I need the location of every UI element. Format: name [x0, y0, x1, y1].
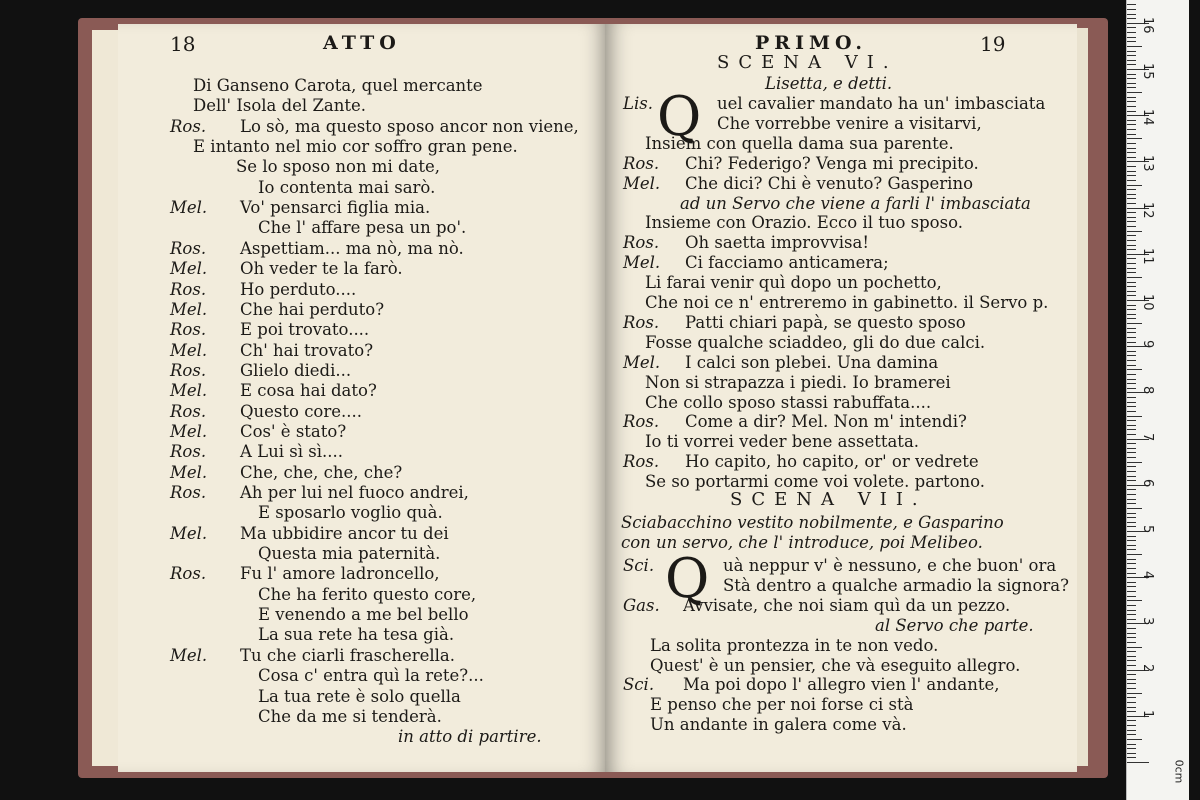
- speaker-label: Ros.: [170, 320, 207, 340]
- ruler-tick: [1127, 494, 1136, 495]
- verse-line: al Servo che parte.: [875, 615, 1034, 635]
- verse-line: Che dici? Chi è venuto? Gasperino: [685, 173, 974, 193]
- ruler-number: 7: [1140, 432, 1155, 441]
- ruler-tick: [1127, 753, 1136, 754]
- ruler-number: 5: [1140, 525, 1155, 534]
- ruler-tick: [1127, 660, 1136, 661]
- ruler-tick: [1127, 633, 1136, 634]
- ruler-tick: [1127, 226, 1136, 227]
- ruler-tick: [1127, 744, 1136, 745]
- ruler-tick: [1127, 656, 1136, 657]
- ruler-tick: [1127, 138, 1142, 139]
- verse-line: ad un Servo che viene a farli l' imbasciata: [680, 193, 1031, 213]
- verse-line: Tu che ciarli frascherella.: [240, 645, 456, 665]
- speaker-label: Mel.: [170, 299, 208, 319]
- speaker-label: Mel.: [623, 352, 661, 372]
- verse-line: uà neppur v' è nessuno, e che buon' ora: [723, 556, 1057, 575]
- ruler-tick: [1127, 586, 1136, 587]
- ruler-tick: [1127, 185, 1142, 186]
- ruler-tick: [1127, 124, 1136, 125]
- ruler-tick: [1127, 87, 1136, 88]
- left-page: [118, 24, 608, 772]
- ruler-tick: [1127, 194, 1136, 195]
- ruler-tick: [1127, 97, 1136, 98]
- speaker-label: Sci.: [623, 556, 655, 575]
- ruler-tick: [1127, 314, 1136, 315]
- ruler-number: 12: [1140, 201, 1155, 219]
- verse-line: Se so portarmi come voi volete. partono.: [645, 472, 986, 492]
- verse-line: Ma poi dopo l' allegro vien l' andante,: [683, 675, 1000, 695]
- speaker-label: Ros.: [623, 452, 660, 472]
- verse-line: Li farai venir quì dopo un pochetto,: [645, 273, 942, 293]
- ruler-tick: [1127, 628, 1136, 629]
- ruler-tick: [1127, 92, 1142, 93]
- speaker-label: Mel.: [170, 421, 208, 441]
- speaker-label: Ros.: [623, 412, 660, 432]
- ruler-tick: [1127, 730, 1136, 731]
- speaker-label: Ros.: [170, 279, 207, 299]
- verse-line: E intanto nel mio cor soffro gran pene.: [193, 137, 518, 157]
- ruler-number: 15: [1140, 63, 1155, 80]
- ruler-tick: [1127, 27, 1136, 28]
- scene-7-cast-line-2: con un servo, che l' introduce, poi Melibeo.: [621, 533, 983, 552]
- ruler-number: 9: [1140, 340, 1155, 349]
- ruler-tick: [1127, 369, 1142, 370]
- ruler-tick: [1127, 591, 1136, 592]
- ruler-tick: [1127, 83, 1136, 84]
- ruler-tick: [1127, 471, 1136, 472]
- verse-line: Che, che, che, che?: [240, 462, 403, 482]
- verse-line: Ch' hai trovato?: [240, 340, 374, 360]
- ruler-tick: [1127, 734, 1136, 735]
- ruler-tick: [1127, 318, 1136, 319]
- ruler-tick: [1127, 748, 1136, 749]
- ruler-tick: [1127, 212, 1136, 213]
- ruler-tick: [1127, 517, 1136, 518]
- speaker-label: Mel.: [170, 198, 208, 218]
- ruler-tick: [1127, 235, 1136, 236]
- verse-line: Come a dir? Mel. Non m' intendi?: [685, 412, 967, 432]
- verse-line: Se lo sposo non mi date,: [236, 157, 441, 177]
- ruler-tick: [1127, 374, 1136, 375]
- ruler-tick: [1127, 549, 1136, 550]
- verse-line: Insiem con quella dama sua parente.: [645, 133, 954, 153]
- scene-6-title: SCENA VI.: [717, 52, 898, 73]
- verse-line: Stà dentro a qualche armadio la signora?: [723, 575, 1069, 595]
- scene-6-cast: Lisetta, e detti.: [765, 74, 893, 93]
- verse-line: Ho capito, ho capito, or' or vedrete: [685, 452, 979, 472]
- verse-line: Vo' pensarci figlia mia.: [240, 198, 431, 218]
- verse-line: La sua rete ha tesa già.: [258, 625, 455, 645]
- verse-line: E venendo a me bel bello: [258, 605, 469, 625]
- ruler-tick: [1127, 397, 1136, 398]
- ruler-tick: [1127, 282, 1136, 283]
- ruler-tick: [1127, 406, 1136, 407]
- ruler-tick: [1127, 526, 1136, 527]
- ruler-tick: [1127, 41, 1136, 42]
- ruler-tick: [1127, 434, 1136, 435]
- ruler-tick: [1127, 536, 1136, 537]
- left-page-header: [118, 32, 608, 62]
- ruler-tick: [1127, 711, 1136, 712]
- ruler-tick: [1127, 74, 1136, 75]
- ruler-tick: [1127, 111, 1136, 112]
- running-head: ATTO: [323, 32, 401, 54]
- ruler-tick: [1127, 171, 1136, 172]
- ruler-tick: [1127, 355, 1136, 356]
- ruler-tick: [1127, 425, 1136, 426]
- ruler-tick: [1127, 18, 1136, 19]
- page-number: 19: [980, 32, 1006, 56]
- ruler-number: 14: [1140, 109, 1155, 126]
- ruler-tick: [1127, 582, 1136, 583]
- verse-line: E cosa hai dato?: [240, 381, 377, 401]
- ruler-tick: [1127, 245, 1136, 246]
- verse-line: Avvisate, che noi siam quì da un pezzo.: [683, 595, 1011, 615]
- speaker-label: Lis.: [623, 94, 653, 113]
- verse-line: La solita prontezza in te non vedo.: [650, 635, 939, 655]
- measurement-ruler: [1126, 0, 1189, 800]
- ruler-tick: [1127, 383, 1136, 384]
- ruler-tick: [1127, 101, 1136, 102]
- ruler-tick: [1127, 291, 1136, 292]
- speaker-label: Ros.: [623, 153, 660, 173]
- ruler-tick: [1127, 757, 1136, 758]
- ruler-number: 3: [1140, 617, 1155, 626]
- ruler-tick: [1127, 249, 1136, 250]
- ruler-number: 8: [1140, 386, 1155, 395]
- ruler-tick: [1127, 665, 1136, 666]
- ruler-tick: [1127, 277, 1142, 278]
- speaker-label: Mel.: [170, 462, 208, 482]
- speaker-label: Mel.: [623, 253, 661, 273]
- verse-line: Aspettiam... ma nò, ma nò.: [240, 238, 464, 258]
- ruler-tick: [1127, 189, 1136, 190]
- ruler-tick: [1127, 365, 1136, 366]
- speaker-label: Mel.: [170, 523, 208, 543]
- ruler-tick: [1127, 240, 1136, 241]
- ruler-tick: [1127, 762, 1149, 763]
- ruler-tick: [1127, 647, 1142, 648]
- verse-line: Dell' Isola del Zante.: [193, 96, 367, 116]
- verse-line: Di Ganseno Carota, quel mercante: [193, 76, 483, 95]
- ruler-tick: [1127, 263, 1136, 264]
- ruler-tick: [1127, 688, 1136, 689]
- ruler-tick: [1127, 360, 1136, 361]
- speaker-label: Mel.: [170, 645, 208, 665]
- verse-line: I calci son plebei. Una damina: [685, 352, 939, 372]
- scene-7-cast-line-1: Sciabacchino vestito nobilmente, e Gasparino: [621, 513, 1004, 532]
- ruler-tick: [1127, 503, 1136, 504]
- ruler-tick: [1127, 466, 1136, 467]
- ruler-tick: [1127, 443, 1136, 444]
- ruler-tick: [1127, 323, 1142, 324]
- ruler-unit-label: 0cm: [1172, 759, 1186, 784]
- ruler-tick: [1127, 489, 1136, 490]
- ruler-tick: [1127, 4, 1136, 5]
- verse-line: La tua rete è solo quella: [258, 686, 461, 706]
- speaker-label: Gas.: [623, 595, 660, 615]
- verse-line: Questo core....: [240, 401, 363, 421]
- ruler-tick: [1127, 508, 1142, 509]
- ruler-tick: [1127, 568, 1136, 569]
- ruler-tick: [1127, 295, 1136, 296]
- ruler-tick: [1127, 64, 1136, 65]
- verse-line: Oh veder te la farò.: [240, 259, 403, 279]
- right-page: [605, 24, 1077, 772]
- ruler-number: 1: [1140, 709, 1155, 719]
- verse-line: Fosse qualche sciaddeo, gli do due calci.: [645, 332, 986, 352]
- ruler-tick: [1127, 351, 1136, 352]
- ruler-tick: [1127, 452, 1136, 453]
- ruler-tick: [1127, 106, 1136, 107]
- ruler-number: 2: [1140, 663, 1155, 672]
- ruler-tick: [1127, 559, 1136, 560]
- ruler-tick: [1127, 9, 1136, 10]
- ruler-tick: [1127, 457, 1136, 458]
- ruler-tick: [1127, 309, 1136, 310]
- verse-line: Che vorrebbe venire a visitarvi,: [717, 113, 982, 133]
- ruler-tick: [1127, 610, 1136, 611]
- ruler-tick: [1127, 46, 1142, 47]
- ruler-tick: [1127, 642, 1136, 643]
- ruler-tick: [1127, 573, 1136, 574]
- verse-line: Glielo diedi...: [240, 360, 352, 380]
- ruler-number: 10: [1140, 294, 1155, 311]
- speaker-label: Mel.: [170, 340, 208, 360]
- verse-line: Che ha ferito questo core,: [258, 584, 477, 604]
- speaker-label: Ros.: [170, 116, 207, 136]
- verse-line: A Lui sì sì....: [240, 442, 343, 462]
- ruler-number: 16: [1140, 16, 1155, 34]
- verse-line: Che da me si tenderà.: [258, 706, 442, 726]
- ruler-tick: [1127, 651, 1136, 652]
- ruler-tick: [1127, 337, 1136, 338]
- ruler-tick: [1127, 411, 1136, 412]
- speaker-label: Ros.: [170, 360, 207, 380]
- ruler-number: 13: [1140, 155, 1155, 172]
- verse-line: Ho perduto....: [240, 279, 357, 299]
- ruler-tick: [1127, 420, 1136, 421]
- verse-line: Fu l' amore ladroncello,: [240, 564, 440, 584]
- ruler-tick: [1127, 129, 1136, 130]
- speaker-label: Mel.: [623, 173, 661, 193]
- ruler-tick: [1127, 120, 1136, 121]
- ruler-tick: [1127, 674, 1136, 675]
- ruler-tick: [1127, 499, 1136, 500]
- page-number: 18: [170, 32, 196, 56]
- verse-line: Cos' è stato?: [240, 421, 347, 441]
- ruler-tick: [1127, 55, 1136, 56]
- ruler-tick: [1127, 448, 1136, 449]
- verse-line: Lo sò, ma questo sposo ancor non viene,: [240, 116, 579, 136]
- ruler-tick: [1127, 513, 1136, 514]
- verse-line: Cosa c' entra quì la rete?...: [258, 666, 484, 686]
- ruler-tick: [1127, 342, 1136, 343]
- ruler-tick: [1127, 152, 1136, 153]
- verse-line: Chi? Federigo? Venga mi precipito.: [685, 153, 979, 173]
- ruler-tick: [1127, 720, 1136, 721]
- ruler-tick: [1127, 231, 1142, 232]
- verse-line: Non si strapazza i piedi. Io bramerei: [645, 372, 951, 392]
- ruler-tick: [1127, 679, 1136, 680]
- ruler-tick: [1127, 221, 1136, 222]
- ruler-tick: [1127, 14, 1136, 15]
- ruler-tick: [1127, 545, 1136, 546]
- ruler-tick: [1127, 707, 1136, 708]
- verse-line: Io ti vorrei veder bene assettata.: [645, 432, 920, 452]
- verse-line: Che collo sposo stassi rabuffata....: [645, 392, 932, 412]
- verse-line: E penso che per noi forse ci stà: [650, 695, 914, 715]
- ruler-tick: [1127, 305, 1136, 306]
- drop-cap: Q: [657, 85, 702, 148]
- ruler-tick: [1127, 217, 1136, 218]
- speaker-label: Ros.: [170, 401, 207, 421]
- ruler-tick: [1127, 697, 1136, 698]
- ruler-tick: [1127, 416, 1142, 417]
- ruler-tick: [1127, 540, 1136, 541]
- ruler-tick: [1127, 429, 1136, 430]
- ruler-tick: [1127, 148, 1136, 149]
- ruler-tick: [1127, 596, 1136, 597]
- verse-line: Io contenta mai sarò.: [258, 177, 436, 197]
- ruler-tick: [1127, 600, 1142, 601]
- ruler-tick: [1127, 78, 1136, 79]
- ruler-tick: [1127, 480, 1136, 481]
- ruler-number: 11: [1140, 247, 1155, 265]
- verse-line: Quest' è un pensier, che và eseguito allegro.: [650, 655, 1021, 675]
- running-head: PRIMO.: [755, 32, 868, 54]
- speaker-label: Sci.: [623, 675, 655, 695]
- ruler-tick: [1127, 462, 1142, 463]
- ruler-tick: [1127, 683, 1136, 684]
- ruler-tick: [1127, 180, 1136, 181]
- speaker-label: Mel.: [170, 259, 208, 279]
- ruler-tick: [1127, 619, 1136, 620]
- scene-7-title: SCENA VII.: [730, 489, 927, 510]
- verse-line: Insieme con Orazio. Ecco il tuo sposo.: [645, 213, 963, 233]
- verse-line: uel cavalier mandato ha un' imbasciata: [717, 94, 1046, 113]
- speaker-label: Ros.: [170, 483, 207, 502]
- speaker-label: Ros.: [623, 312, 660, 332]
- ruler-tick: [1127, 388, 1136, 389]
- speaker-label: Ros.: [170, 238, 207, 258]
- ruler-tick: [1127, 134, 1136, 135]
- ruler-tick: [1127, 637, 1136, 638]
- ruler-tick: [1127, 258, 1136, 259]
- speaker-label: Ros.: [170, 564, 207, 584]
- verse-line: Ci facciamo anticamera;: [685, 253, 889, 273]
- ruler-tick: [1127, 554, 1142, 555]
- verse-line: Che noi ce n' entreremo in gabinetto. il Servo p.: [645, 293, 1049, 312]
- ruler-tick: [1127, 739, 1142, 740]
- verse-line: Oh saetta improvvisa!: [685, 233, 869, 253]
- ruler-tick: [1127, 605, 1136, 606]
- verse-line: Che l' affare pesa un po'.: [258, 218, 467, 238]
- drop-cap: Q: [665, 547, 710, 610]
- ruler-tick: [1127, 157, 1136, 158]
- speaker-label: Ros.: [623, 233, 660, 253]
- verse-line: Questa mia paternità.: [258, 544, 441, 564]
- ruler-tick: [1127, 166, 1136, 167]
- ruler-tick: [1127, 332, 1136, 333]
- ruler-tick: [1127, 476, 1136, 477]
- ruler-tick: [1127, 37, 1136, 38]
- ruler-tick: [1127, 272, 1136, 273]
- ruler-tick: [1127, 198, 1136, 199]
- ruler-tick: [1127, 614, 1136, 615]
- verse-line: Ah per lui nel fuoco andrei,: [240, 483, 469, 502]
- ruler-tick: [1127, 379, 1136, 380]
- ruler-tick: [1127, 51, 1136, 52]
- speaker-label: Ros.: [170, 442, 207, 462]
- verse-line: E poi trovato....: [240, 320, 370, 340]
- speaker-label: Mel.: [170, 381, 208, 401]
- ruler-number: 6: [1140, 478, 1155, 488]
- verse-line: in atto di partire.: [398, 727, 542, 747]
- ruler-tick: [1127, 286, 1136, 287]
- ruler-number: 4: [1140, 571, 1155, 580]
- ruler-tick: [1127, 563, 1136, 564]
- ruler-tick: [1127, 328, 1136, 329]
- ruler-tick: [1127, 402, 1136, 403]
- verse-line: Patti chiari papà, se questo sposo: [685, 312, 966, 332]
- ruler-tick: [1127, 60, 1136, 61]
- ruler-tick: [1127, 268, 1136, 269]
- ruler-tick: [1127, 702, 1136, 703]
- ruler-tick: [1127, 203, 1136, 204]
- ruler-tick: [1127, 32, 1136, 33]
- verse-line: Che hai perduto?: [240, 299, 385, 319]
- ruler-tick: [1127, 522, 1136, 523]
- verse-line: Ma ubbidire ancor tu dei: [240, 523, 449, 543]
- ruler-tick: [1127, 693, 1142, 694]
- ruler-tick: [1127, 175, 1136, 176]
- verse-line: Un andante in galera come và.: [650, 715, 907, 735]
- ruler-tick: [1127, 725, 1136, 726]
- verse-line: E sposarlo voglio quà.: [258, 503, 443, 523]
- ruler-tick: [1127, 143, 1136, 144]
